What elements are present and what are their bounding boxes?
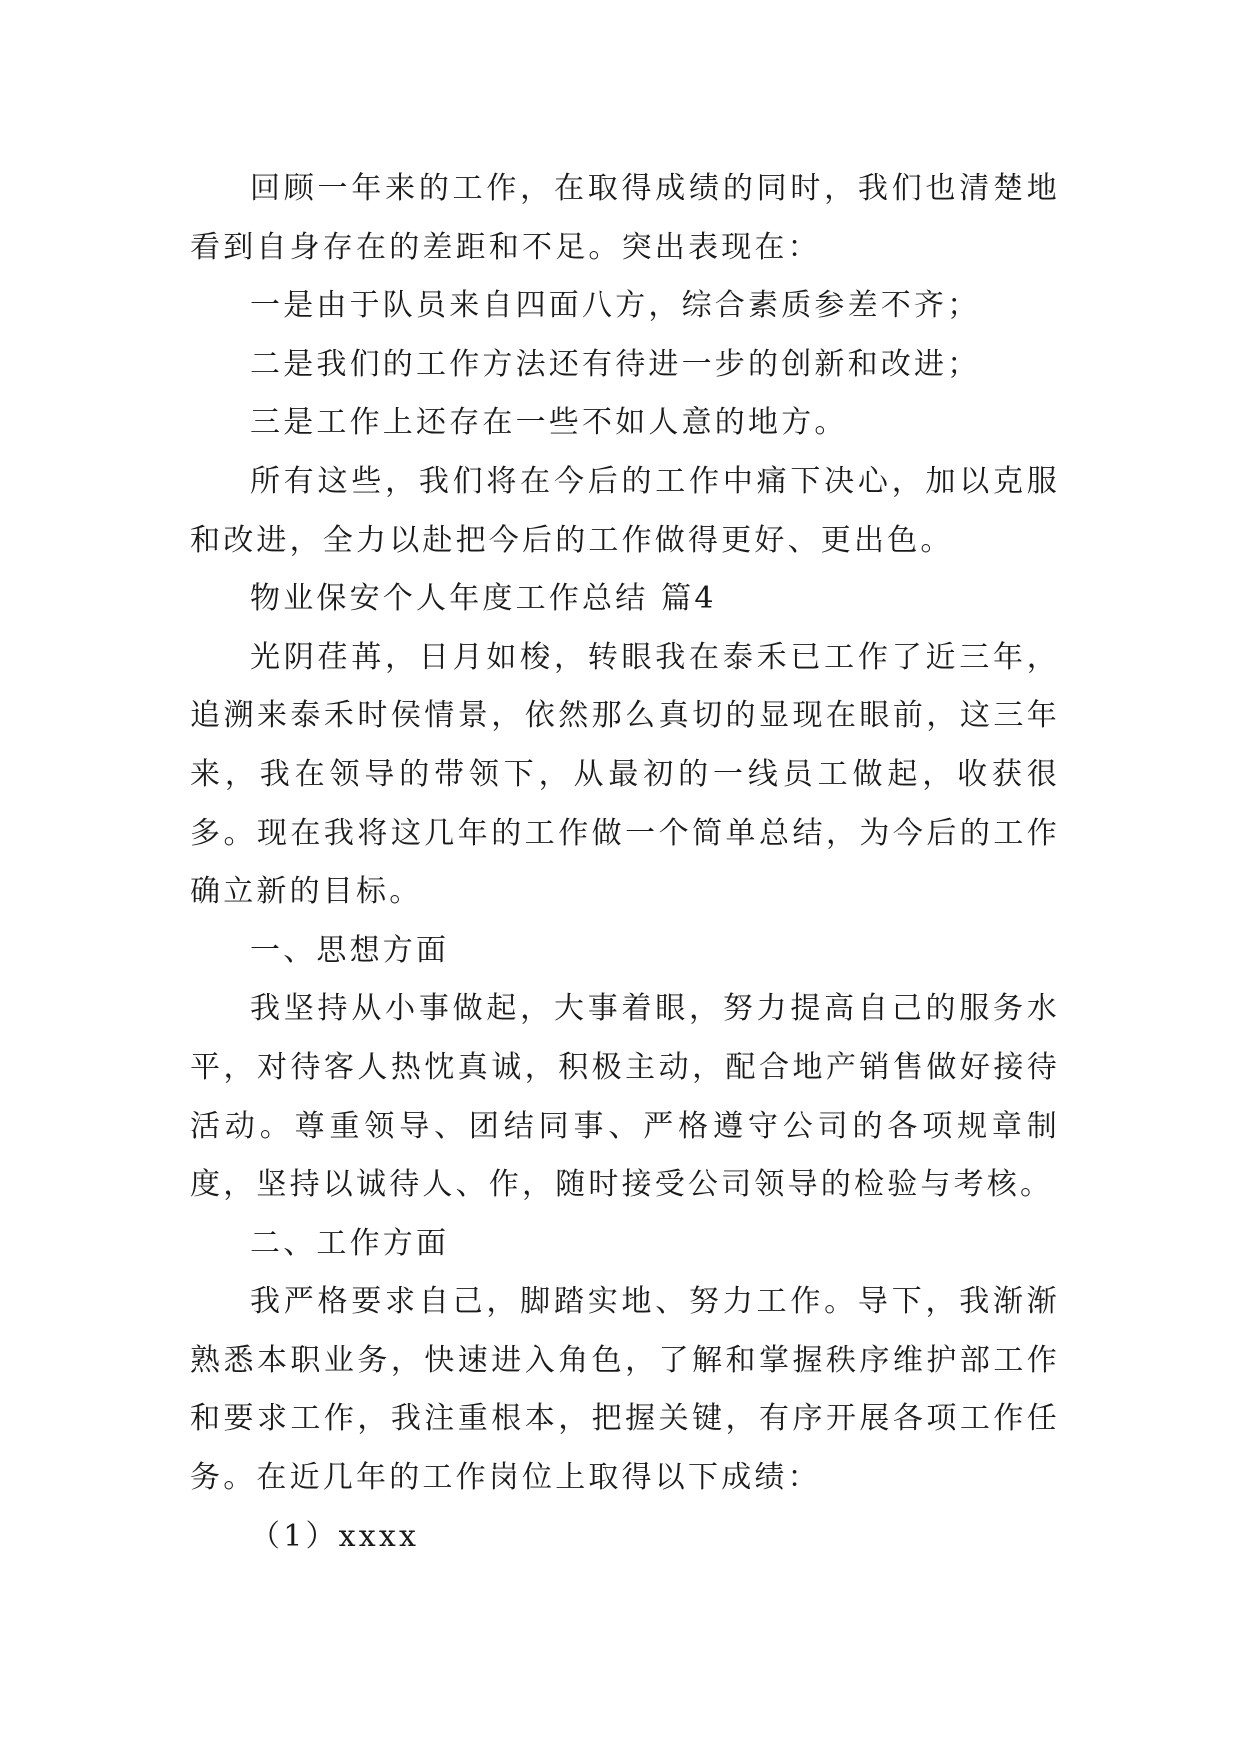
paragraph-review-intro: 回顾一年来的工作，在取得成绩的同时，我们也清楚地看到自身存在的差距和不足。突出表现在： <box>190 171 1060 265</box>
document-page <box>190 160 1060 1566</box>
paragraph-shortcoming-2: 二是我们的工作方法还有待进一步的创新和改进； <box>250 346 981 382</box>
paragraph-shortcoming-3: 三是工作上还存在一些不如人意的地方。 <box>250 405 848 441</box>
paragraph-work: 我严格要求自己，脚踏实地、努力工作。导下，我渐渐熟悉本职业务，快速进入角色，了解和掌握秩序维护部工作和要求工作，我注重根本，把握关键，有序开展各项工作任务。在近几年的工作岗位上取得以下成绩： <box>190 1284 1060 1496</box>
heading-work: 二、工作方面 <box>250 1225 450 1261</box>
heading-thought: 一、思想方面 <box>250 932 450 968</box>
paragraph-shortcoming-1: 一是由于队员来自四面八方，综合素质参差不齐； <box>250 288 981 324</box>
paragraph-resolution: 所有这些，我们将在今后的工作中痛下决心，加以克服和改进，全力以赴把今后的工作做得更好、更出色。 <box>190 463 1060 558</box>
section-title: 物业保安个人年度工作总结 篇4 <box>250 581 717 617</box>
list-item-1: （1）xxxx <box>250 1518 420 1554</box>
paragraph-intro: 光阴荏苒，日月如梭，转眼我在泰禾已工作了近三年，追溯来泰禾时侯情景，依然那么真切的显现在眼前，这三年来，我在领导的带领下，从最初的一线员工做起，收获很多。现在我将这几年的工作做一个简单总结，为今后的工作确立新的目标。 <box>190 639 1060 910</box>
paragraph-thought: 我坚持从小事做起，大事着眼，努力提高自己的服务水平，对待客人热忱真诚，积极主动，配合地产销售做好接待活动。尊重领导、团结同事、严格遵守公司的各项规章制度，坚持以诚待人、作，随时接受公司领导的检验与考核。 <box>190 991 1060 1203</box>
